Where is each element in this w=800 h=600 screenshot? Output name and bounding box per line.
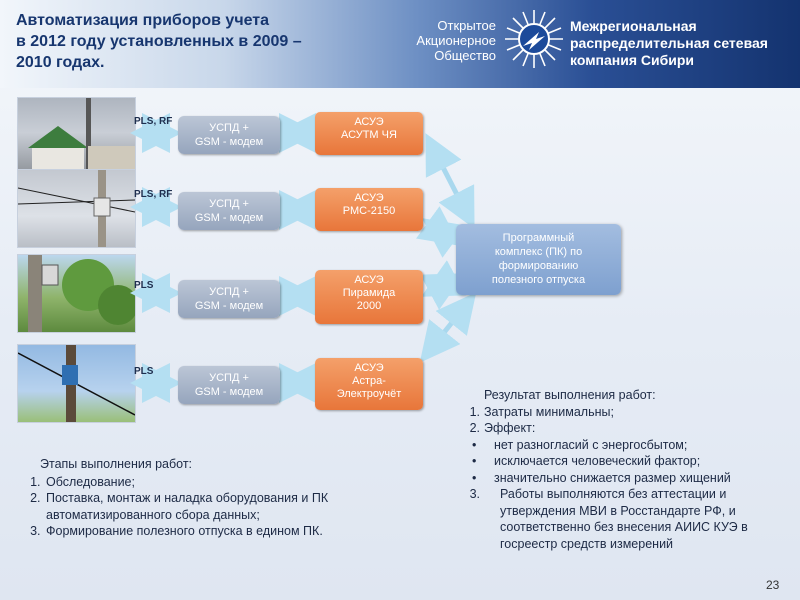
asue-title: АСУЭ (354, 116, 384, 128)
uspd-box-2: УСПД + GSM - модем (178, 192, 280, 230)
result-item-3: Работы выполняются без аттестации и утверждения МВИ в Росстандарте РФ, и соответственно без внесения АИИС КУЭ в госреестр средств измерений (500, 487, 748, 551)
work-stages (22, 456, 367, 540)
result-bullet: значительно снижается размер хищений (494, 470, 731, 485)
company-name: Межрегиональная распределительная сетевая компания Сибири (570, 18, 768, 68)
link-label-3: PLS (134, 280, 154, 291)
asue-title: АСУЭ (354, 274, 384, 286)
org-type-label: Открытое Акционерное Общество (416, 18, 496, 63)
stage-item: 2. Поставка, монтаж и наладка оборудования и ПК автоматизированного сбора данных; (44, 490, 367, 523)
stages-heading: Этапы выполнения работ: (40, 457, 193, 471)
link-label-2: PLS, RF (134, 189, 173, 200)
result-bullet: исключается человеческий фактор; (494, 454, 701, 468)
asue-name: АСУТМ ЧЯ (341, 129, 397, 141)
stage-item: 3. Формирование полезного отпуска в едином ПК. (44, 523, 367, 540)
link-label-1: PLS, RF (134, 116, 173, 127)
page-title: Автоматизация приборов учета в 2012 году установленных в 2009 – 2010 годах. (16, 12, 302, 71)
asue-name: Пирамида 2000 (342, 287, 396, 312)
link-label-4: PLS (134, 366, 154, 377)
asue-name: РМС-2150 (342, 205, 396, 217)
page-number: 23 (766, 578, 780, 592)
asue-box-2 (315, 188, 423, 231)
asue-box-1 (315, 112, 423, 155)
software-complex-box: Программный комплекс (ПК) по формированию полезного отпуска (456, 224, 621, 295)
asue-title: АСУЭ (354, 192, 384, 204)
uspd-box-1: УСПД + GSM - модем (178, 116, 280, 154)
work-results: Результат выполнения работ: 1. Затраты минимальны; 2. Эффект: • нет разногласий с энергосбытом; • исключается человеческий фактор; • значительно снижается размер хищений 3. Работы выполняются без аттестации и утверждения МВИ в Росстандарте РФ, и соответственно без внесения АИИС КУЭ в госреестр средств измерений (462, 387, 797, 552)
uspd-box-4: УСПД + GSM - модем (178, 366, 280, 404)
asue-name: Астра- Электроучёт (336, 375, 402, 400)
results-heading: Результат выполнения работ: (484, 388, 656, 402)
asue-title: АСУЭ (354, 362, 384, 374)
stage-item: 1. Обследование; (44, 474, 367, 491)
result-bullet: нет разногласий с энергосбытом; (494, 437, 688, 452)
result-item-2: Эффект: (484, 421, 536, 435)
asue-box-4 (315, 358, 423, 410)
asue-box-3 (315, 270, 423, 324)
uspd-box-3: УСПД + GSM - модем (178, 280, 280, 318)
result-item-1: Затраты минимальны; (484, 404, 614, 419)
